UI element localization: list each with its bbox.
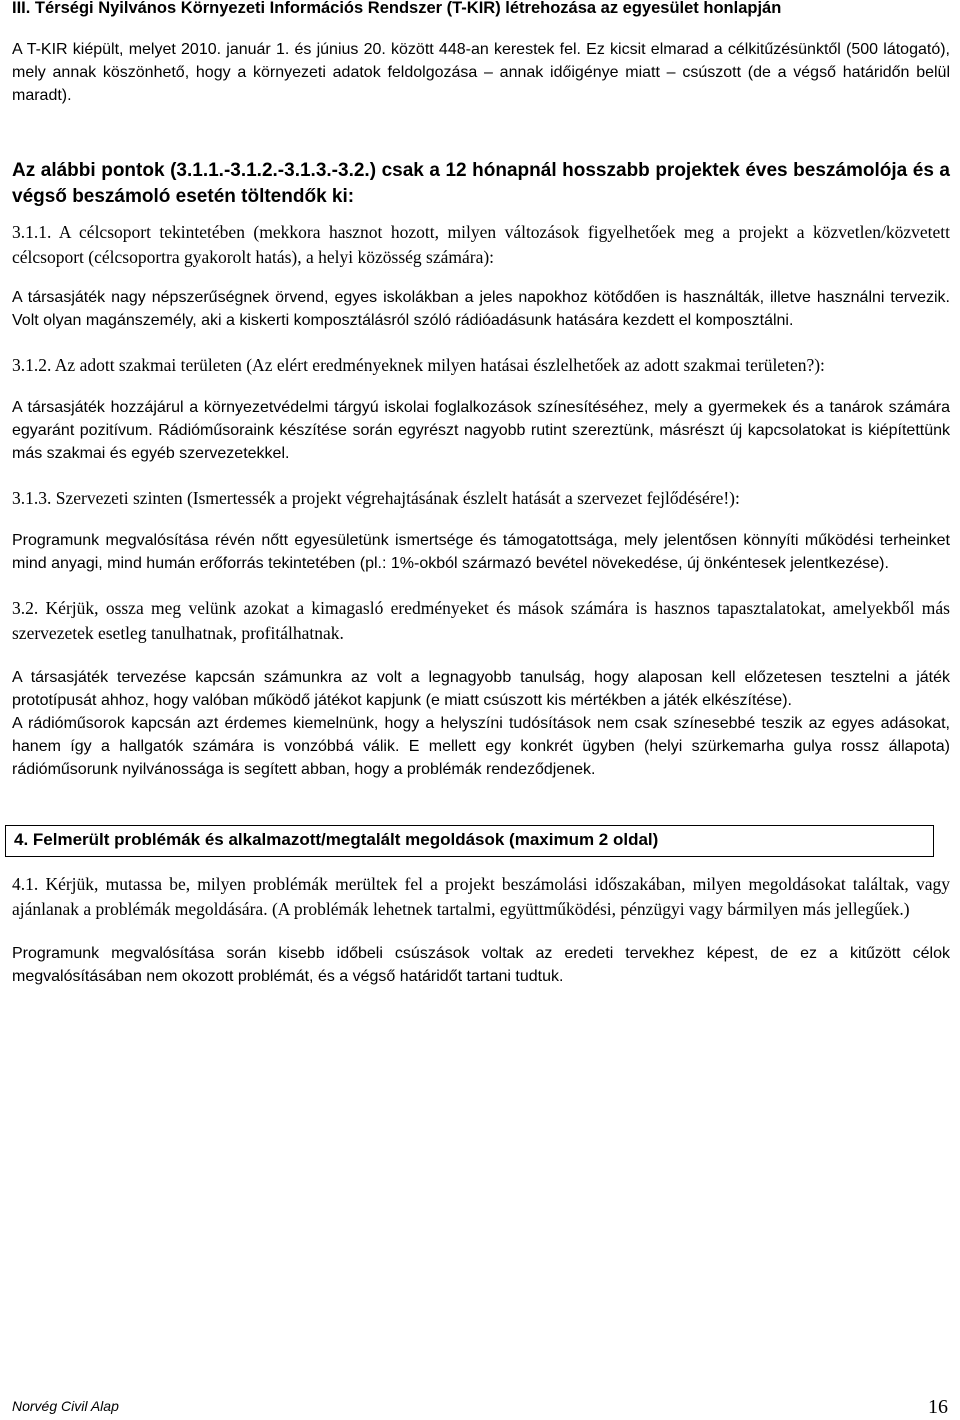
section-4-heading: 4. Felmerült problémák és alkalmazott/megtalált megoldások (maximum 2 oldal) [5,825,934,857]
question-3-1-2: 3.1.2. Az adott szakmai területen (Az elért eredményeknek milyen hatásai észlelhetőek az adott szakmai területen?): [12,355,825,375]
question-3-1-1: 3.1.1. A célcsoport tekintetében (mekkora hasznot hozott, milyen változások figyelhetőek meg a projekt a közvetlen/közvetett célcsoport (célcsoportra gyakorolt hatás), a helyi közösség számára): [12,222,950,267]
question-4-1: 4.1. Kérjük, mutassa be, milyen problémák merültek fel a projekt beszámolási időszakában, milyen megoldásokat találtak, vagy ajánlanak a problémák megoldására. (A problémák lehetnek tartalmi, együttműködési, pénzügyi vagy bármilyen más jellegűek.) [12,874,950,919]
page-number: 16 [928,1396,948,1418]
section-3-heading: III. Térségi Nyilvános Környezeti Információs Rendszer (T-KIR) létrehozása az egyesület honlapján [12,0,782,17]
intro-paragraph: A T-KIR kiépült, melyet 2010. január 1. és június 20. között 448-an kerestek fel. Ez kicsit elmarad a célkitűzésünktől (500 látogató), mely annak köszönhető, hogy a környezeti adatok feldolgozása – annak időigénye miatt – csúszott (de a végső határidőn belül maradt). [12,41,950,104]
answer-3-1-1: A társasjáték nagy népszerűségnek örvend, egyes iskolákban a jeles napokhoz kötődően is használták, illetve használni tervezik. Volt olyan magánszemély, aki a kiskerti komposztálásról szóló rádióadásunk hatására kezdett el komposztálni. [12,289,950,329]
document-page [12,0,950,988]
footer-organization: Norvég Civil Alap [12,1398,119,1414]
answer-3-2-part-1: A társasjáték tervezése kapcsán számunkra az volt a legnagyobb tanulság, hogy alaposan kell előzetesen tesztelni a játék prototípusát ahhoz, hogy valóban működő játékot kapjunk (e miatt csúszott kis mértékben a játék elkészítése). [12,669,950,709]
answer-4-1: Programunk megvalósítása során kisebb időbeli csúszások voltak az eredeti tervekhez képest, de ez a kitűzött célok megvalósításában nem okozott problémát, és a végső határidőt tartani tudtuk. [12,945,950,985]
question-3-1-3: 3.1.3. Szervezeti szinten (Ismertessék a projekt végrehajtásának észlelt hatását a szervezet fejlődésére!): [12,488,740,508]
answer-3-1-2: A társasjáték hozzájárul a környezetvédelmi tárgyú iskolai foglalkozások színesítéséhez, mely a gyermekek és a tanárok számára egyaránt pozitívum. Rádióműsoraink készítése során egyrészt nagyobb rutint szereztünk, másrészt új kapcsolatokat is kiépítettünk más szakmai és egyéb szervezetekkel. [12,399,950,462]
answer-3-1-3: Programunk megvalósítása révén nőtt egyesületünk ismertsége és támogatottsága, mely jelentősen könnyíti működési terheinket mind anyagi, mind humán erőforrás tekintetében (pl.: 1%-okból származó bevétel növekedése, új önkéntesek jelentkezése). [12,532,950,572]
answer-3-2-part-2: A rádióműsorok kapcsán azt érdemes kiemelnünk, hogy a helyszíni tudósítások nem csak színesebbé teszik az egyes adásokat, hanem így a hallgatók számára is vonzóbbá válik. E mellett egy konkrét ügyben (helyi szürkemarha gulya rossz állapota) rádióműsorunk nyilvánossága is segített abban, hogy a problémák rendeződjenek. [12,715,950,778]
points-heading: Az alábbi pontok (3.1.1.-3.1.2.-3.1.3.-3.2.) csak a 12 hónapnál hosszabb projektek éves beszámolója és a végső beszámoló esetén töltendők ki: [12,160,950,207]
question-3-2: 3.2. Kérjük, ossza meg velünk azokat a kimagasló eredményeket és mások számára is hasznos tapasztalatokat, amelyekből más szervezetek esetleg tanulhatnak, profitálhatnak. [12,598,950,643]
